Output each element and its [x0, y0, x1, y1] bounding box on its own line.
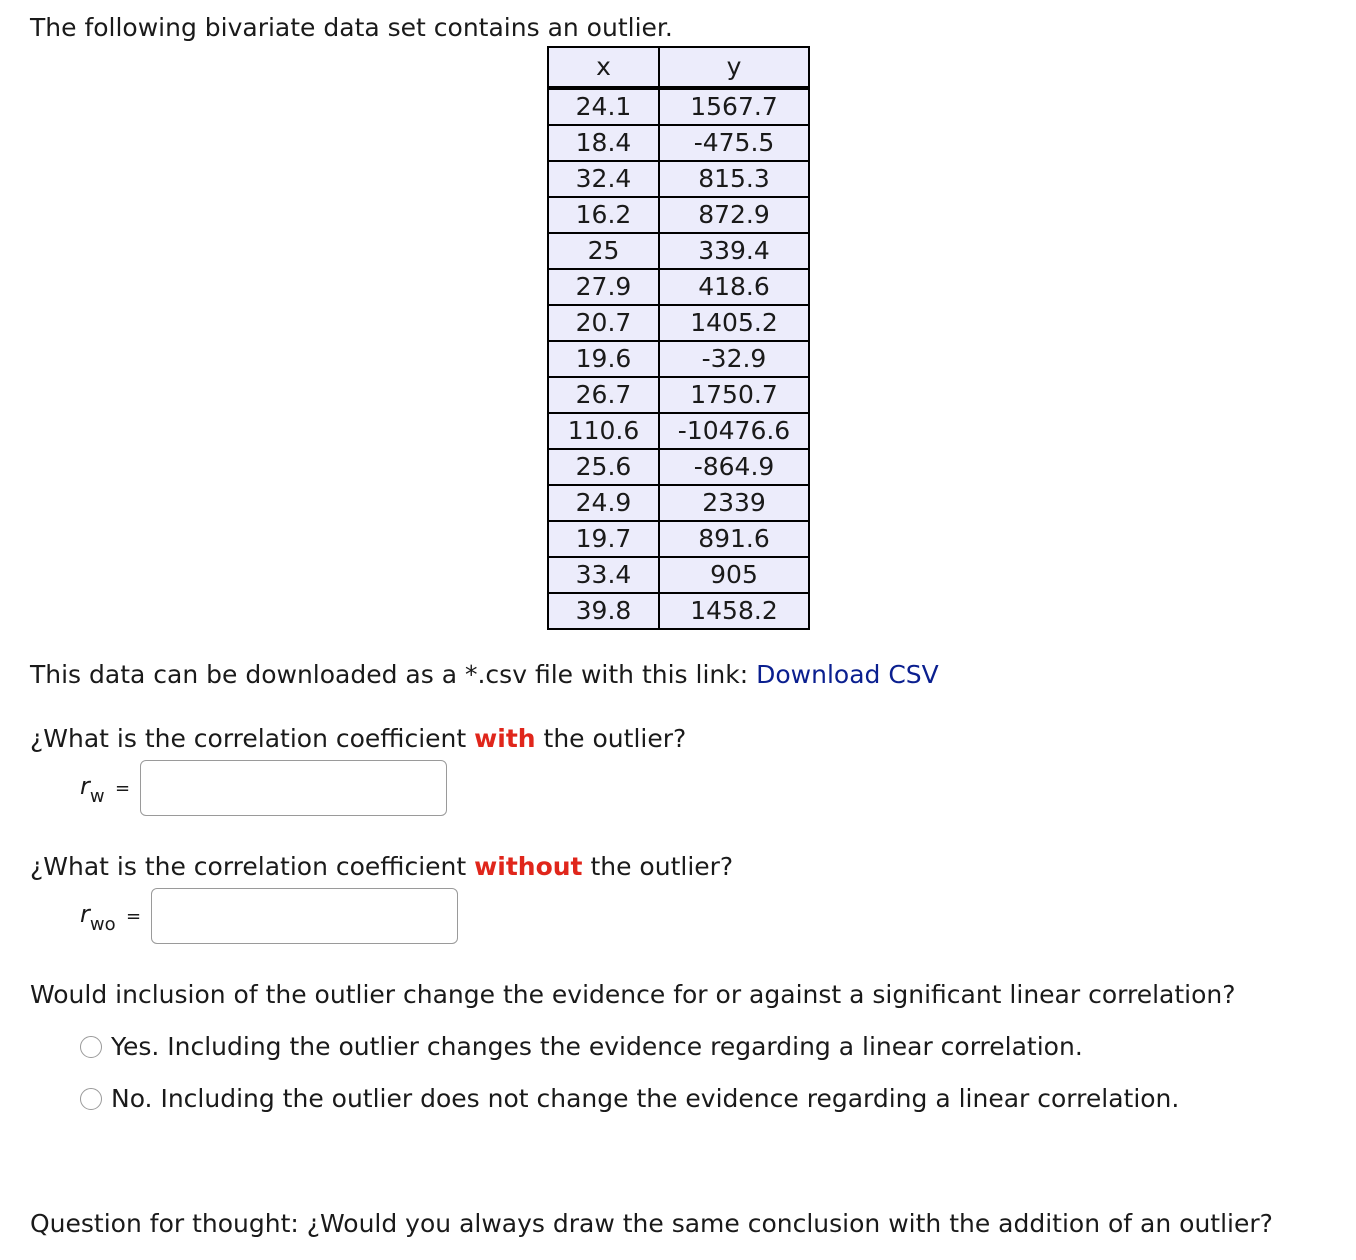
cell-y: 339.4	[659, 233, 809, 269]
table-row	[548, 161, 809, 197]
cell-y: 2339	[659, 485, 809, 521]
cell-y: -10476.6	[659, 413, 809, 449]
question-suffix: the outlier?	[590, 852, 734, 881]
cell-x: 26.7	[548, 377, 659, 413]
cell-y: 905	[659, 557, 809, 593]
r-subscript: w	[89, 786, 105, 807]
cell-x: 20.7	[548, 305, 659, 341]
equals-sign: =	[126, 906, 142, 927]
table-row	[548, 269, 809, 305]
header-y: y	[659, 47, 809, 88]
cell-x: 33.4	[548, 557, 659, 593]
cell-x: 16.2	[548, 197, 659, 233]
cell-x: 24.9	[548, 485, 659, 521]
header-x: x	[548, 47, 659, 88]
r-variable: r	[80, 772, 90, 800]
cell-x: 19.6	[548, 341, 659, 377]
rwo-label	[80, 900, 116, 935]
question-prefix: ¿What is the correlation coefficient	[30, 852, 467, 881]
cell-x: 110.6	[548, 413, 659, 449]
cell-x: 19.7	[548, 521, 659, 557]
table-row	[548, 341, 809, 377]
question-prefix: ¿What is the correlation coefficient	[30, 724, 467, 753]
cell-x: 27.9	[548, 269, 659, 305]
cell-y: 1405.2	[659, 305, 809, 341]
question-with-outlier	[30, 724, 686, 753]
table-row	[548, 305, 809, 341]
cell-y: 872.9	[659, 197, 809, 233]
table-row	[548, 233, 809, 269]
option-no-label: No. Including the outlier does not change the evidence regarding a linear correlation.	[111, 1084, 1180, 1113]
cell-x: 18.4	[548, 125, 659, 161]
question-suffix: the outlier?	[543, 724, 687, 753]
cell-y: 1567.7	[659, 88, 809, 125]
table-row	[548, 593, 809, 629]
rw-input[interactable]	[140, 760, 447, 816]
option-no[interactable]	[80, 1084, 1179, 1113]
table-row	[548, 125, 809, 161]
cell-x: 25	[548, 233, 659, 269]
cell-x: 39.8	[548, 593, 659, 629]
table-header-row	[548, 47, 809, 88]
radio-yes[interactable]	[80, 1036, 102, 1058]
thought-question: Question for thought: ¿Would you always draw the same conclusion with the addition of an outlier?	[30, 1209, 1273, 1238]
r-variable: r	[80, 900, 90, 928]
download-text: This data can be downloaded as a *.csv file with this link:	[30, 660, 749, 689]
table-row	[548, 521, 809, 557]
radio-no[interactable]	[80, 1088, 102, 1110]
data-table	[547, 46, 810, 630]
rw-label	[80, 772, 105, 807]
table-row	[548, 413, 809, 449]
cell-x: 24.1	[548, 88, 659, 125]
table-row	[548, 88, 809, 125]
cell-y: 418.6	[659, 269, 809, 305]
question-highlight: with	[474, 724, 536, 753]
cell-y: 891.6	[659, 521, 809, 557]
equals-sign: =	[115, 778, 131, 799]
table-row	[548, 449, 809, 485]
cell-y: 1750.7	[659, 377, 809, 413]
download-csv-link[interactable]: Download CSV	[756, 660, 939, 689]
cell-y: 1458.2	[659, 593, 809, 629]
option-yes-label: Yes. Including the outlier changes the evidence regarding a linear correlation.	[111, 1032, 1083, 1061]
table-row	[548, 377, 809, 413]
cell-x: 25.6	[548, 449, 659, 485]
download-line	[30, 660, 939, 689]
question-evidence: Would inclusion of the outlier change the evidence for or against a significant linear correlation?	[30, 980, 1236, 1009]
cell-y: -32.9	[659, 341, 809, 377]
intro-text: The following bivariate data set contains an outlier.	[30, 13, 673, 42]
rwo-input[interactable]	[151, 888, 458, 944]
cell-y: -864.9	[659, 449, 809, 485]
cell-y: 815.3	[659, 161, 809, 197]
cell-y: -475.5	[659, 125, 809, 161]
table-row	[548, 485, 809, 521]
table-row	[548, 557, 809, 593]
question-without-outlier	[30, 852, 733, 881]
question-highlight: without	[474, 852, 583, 881]
cell-x: 32.4	[548, 161, 659, 197]
option-yes[interactable]	[80, 1032, 1083, 1061]
table-row	[548, 197, 809, 233]
r-subscript: wo	[89, 914, 116, 935]
